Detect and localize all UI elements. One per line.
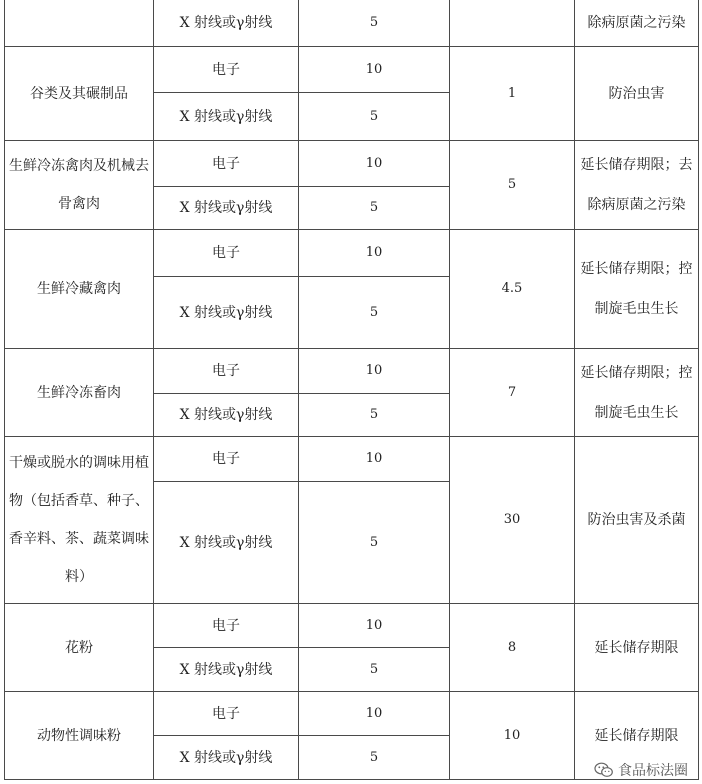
- purpose-cell: 防治虫害: [608, 85, 665, 102]
- energy-cell: 5: [369, 407, 379, 422]
- radiation-type-cell: X 射线或γ射线: [179, 407, 273, 423]
- energy-cell: 5: [369, 304, 379, 320]
- radiation-type-cell: X 射线或γ射线: [179, 661, 273, 678]
- radiation-type-cell: 电子: [212, 705, 240, 722]
- dose-cell: 1: [507, 85, 517, 101]
- dose-cell: 4.5: [501, 281, 523, 296]
- purpose-cell: 延长储存期限；控制旋毛虫生长: [580, 364, 693, 421]
- energy-cell: 10: [365, 617, 383, 633]
- dose-cell: 5: [507, 177, 517, 192]
- radiation-type-cell: X 射线或γ射线: [179, 749, 273, 766]
- column-divider: [698, 0, 699, 780]
- energy-cell: 5: [369, 200, 379, 215]
- radiation-type-cell: 电子: [212, 451, 240, 467]
- dose-cell: 10: [503, 727, 521, 743]
- radiation-type-cell: 电子: [212, 61, 240, 78]
- radiation-type-cell: 电子: [212, 245, 240, 261]
- radiation-type-cell: 电子: [212, 617, 240, 634]
- radiation-type-cell: 电子: [212, 155, 240, 172]
- energy-cell: 10: [365, 705, 383, 721]
- energy-cell: 5: [369, 749, 379, 765]
- food-cell: 花粉: [65, 639, 93, 656]
- radiation-type-cell: X 射线或γ射线: [179, 534, 273, 551]
- energy-cell: 10: [365, 61, 383, 77]
- food-cell: 谷类及其碾制品: [30, 85, 128, 102]
- dose-cell: 30: [503, 512, 521, 527]
- radiation-type-cell: X 射线或γ射线: [179, 304, 273, 321]
- food-cell: 干燥或脱水的调味用植物（包括香草、种子、香辛料、茶、蔬菜调味料）: [9, 455, 149, 585]
- energy-cell: 5: [369, 661, 379, 677]
- radiation-type-cell: X 射线或γ射线: [179, 15, 273, 31]
- watermark-text: 食品标法圈: [618, 763, 688, 779]
- dose-cell: 7: [507, 384, 517, 400]
- energy-cell: 10: [365, 363, 383, 378]
- food-cell: 生鲜冷藏禽肉: [37, 281, 121, 297]
- purpose-cell: 延长储存期限: [594, 639, 679, 656]
- food-cell: 动物性调味粉: [37, 727, 121, 744]
- energy-cell: 10: [365, 451, 383, 466]
- energy-cell: 5: [369, 534, 379, 550]
- wechat-icon: [594, 762, 614, 778]
- radiation-type-cell: X 射线或γ射线: [179, 200, 273, 216]
- dose-cell: 8: [507, 639, 517, 655]
- purpose-cell: 延长储存期限；去除病原菌之污染: [580, 157, 693, 213]
- energy-cell: 5: [369, 108, 379, 124]
- radiation-type-cell: 电子: [212, 363, 240, 379]
- food-cell: 生鲜冷冻畜肉: [37, 384, 121, 401]
- watermark: [594, 760, 688, 780]
- energy-cell: 5: [369, 15, 379, 30]
- purpose-cell: 延长储存期限；控制旋毛虫生长: [580, 261, 693, 317]
- energy-cell: 10: [365, 245, 383, 260]
- purpose-cell: 防治虫害及杀菌: [587, 512, 686, 528]
- food-cell: 生鲜冷冻禽肉及机械去骨禽肉: [9, 158, 149, 212]
- energy-cell: 10: [365, 155, 383, 171]
- purpose-cell: 除病原菌之污染: [587, 15, 686, 31]
- purpose-cell: 延长储存期限: [594, 727, 679, 744]
- radiation-type-cell: X 射线或γ射线: [179, 108, 273, 125]
